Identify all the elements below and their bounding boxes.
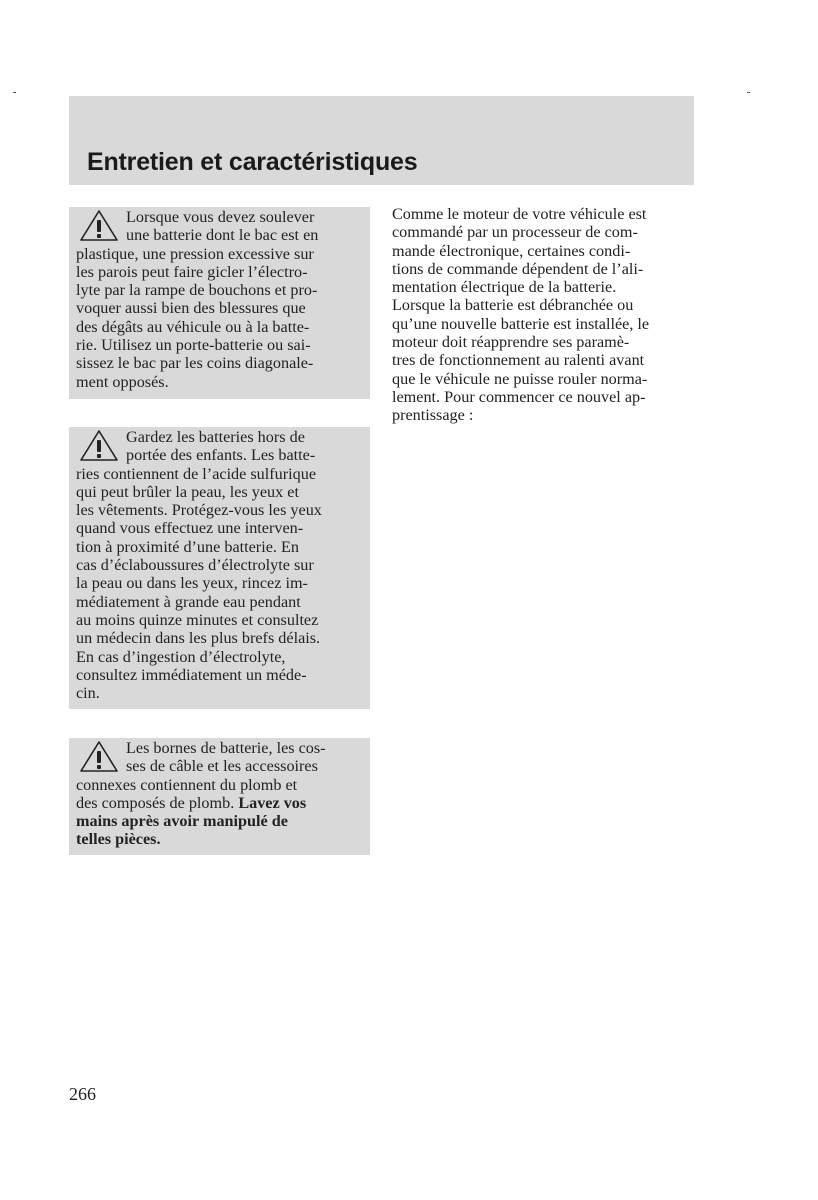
warning-bold-line: telles pièces. [76, 830, 161, 849]
body-line: lement. Pour commencer ce nouvel ap- [392, 387, 646, 406]
warning-line: Lorsque vous devez soulever [126, 208, 315, 226]
warning-line: des dégâts au véhicule ou à la batte- [76, 317, 310, 336]
warning-triangle-icon [78, 208, 120, 242]
warning-line [76, 794, 363, 812]
warning-box-battery-lifting [69, 207, 370, 399]
warning-text-plain: des composés de plomb. [76, 793, 239, 812]
body-line: mentation électrique de la batterie. [392, 278, 617, 297]
warning-line: qui peut brûler la peau, les yeux et [76, 482, 299, 501]
warning-line: Gardez les batteries hors de [126, 428, 305, 446]
warning-line: lyte par la rampe de bouchons et pro- [76, 281, 318, 300]
warning-bold-line: mains après avoir manipulé de [76, 812, 288, 831]
crop-mark-right [747, 92, 750, 93]
warning-line: les parois peut faire gicler l’électro- [76, 262, 308, 281]
body-line: tres de fonctionnement au ralenti avant [392, 351, 645, 370]
warning-triangle-icon [78, 428, 120, 462]
warning-line: connexes contiennent du plomb et [76, 775, 298, 794]
warning-line: consultez immédiatement un méde- [76, 665, 307, 684]
warning-line: quand vous effectuez une interven- [76, 519, 304, 538]
section-header [69, 96, 694, 185]
warning-line: Les bornes de batterie, les cos- [126, 739, 326, 757]
warning-line: ment opposés. [76, 372, 169, 391]
warning-line: la peau ou dans les yeux, rincez im- [76, 574, 308, 593]
body-line: tions de commande dépendent de l’ali- [392, 259, 644, 278]
warning-line: médiatement à grande eau pendant [76, 592, 301, 611]
warning-line: plastique, une pression excessive sur [76, 244, 314, 263]
body-line: commandé par un processeur de com- [392, 223, 638, 242]
warning-line: tion à proximité d’une batterie. En [76, 537, 299, 556]
warning-line: une batterie dont le bac est en [126, 226, 319, 245]
body-line: Comme le moteur de votre véhicule est [392, 205, 647, 223]
warning-line: ses de câble et les accessoires [126, 757, 318, 776]
warning-line: les vêtements. Protégez-vous les yeux [76, 501, 322, 520]
page-number: 266 [69, 1084, 96, 1104]
body-line: prentissage : [392, 406, 474, 425]
warning-line: voquer aussi bien des blessures que [76, 299, 306, 318]
warning-line: un médecin dans les plus brefs délais. [76, 629, 321, 648]
warning-line: ries contiennent de l’acide sulfurique [76, 464, 317, 483]
crop-mark-left [13, 92, 16, 93]
body-line: que le véhicule ne puisse rouler norma- [392, 369, 648, 388]
warning-text-bold: Lavez vos [238, 793, 307, 812]
warning-line: En cas d’ingestion d’électrolyte, [76, 647, 286, 666]
body-text-column [392, 205, 692, 425]
warning-line: rie. Utilisez un porte-batterie ou sai- [76, 336, 311, 355]
warning-box-lead [69, 738, 370, 855]
body-line: moteur doit réapprendre ses paramè- [392, 333, 630, 352]
warning-line: sissez le bac par les coins diagonale- [76, 354, 314, 373]
warning-line: portée des enfants. Les batte- [126, 446, 316, 465]
body-line: Lorsque la batterie est débranchée ou [392, 296, 634, 315]
body-line: mande électronique, certaines condi- [392, 241, 631, 260]
warning-line: cas d’éclaboussures d’électrolyte sur [76, 556, 314, 575]
warning-line: cin. [76, 684, 100, 703]
warning-triangle-icon [78, 739, 120, 773]
warning-line: au moins quinze minutes et consultez [76, 610, 319, 629]
warning-box-battery-acid [69, 427, 370, 709]
section-title: Entretien et caractéristiques [87, 148, 418, 176]
body-line: qu’une nouvelle batterie est installée, le [392, 314, 650, 333]
